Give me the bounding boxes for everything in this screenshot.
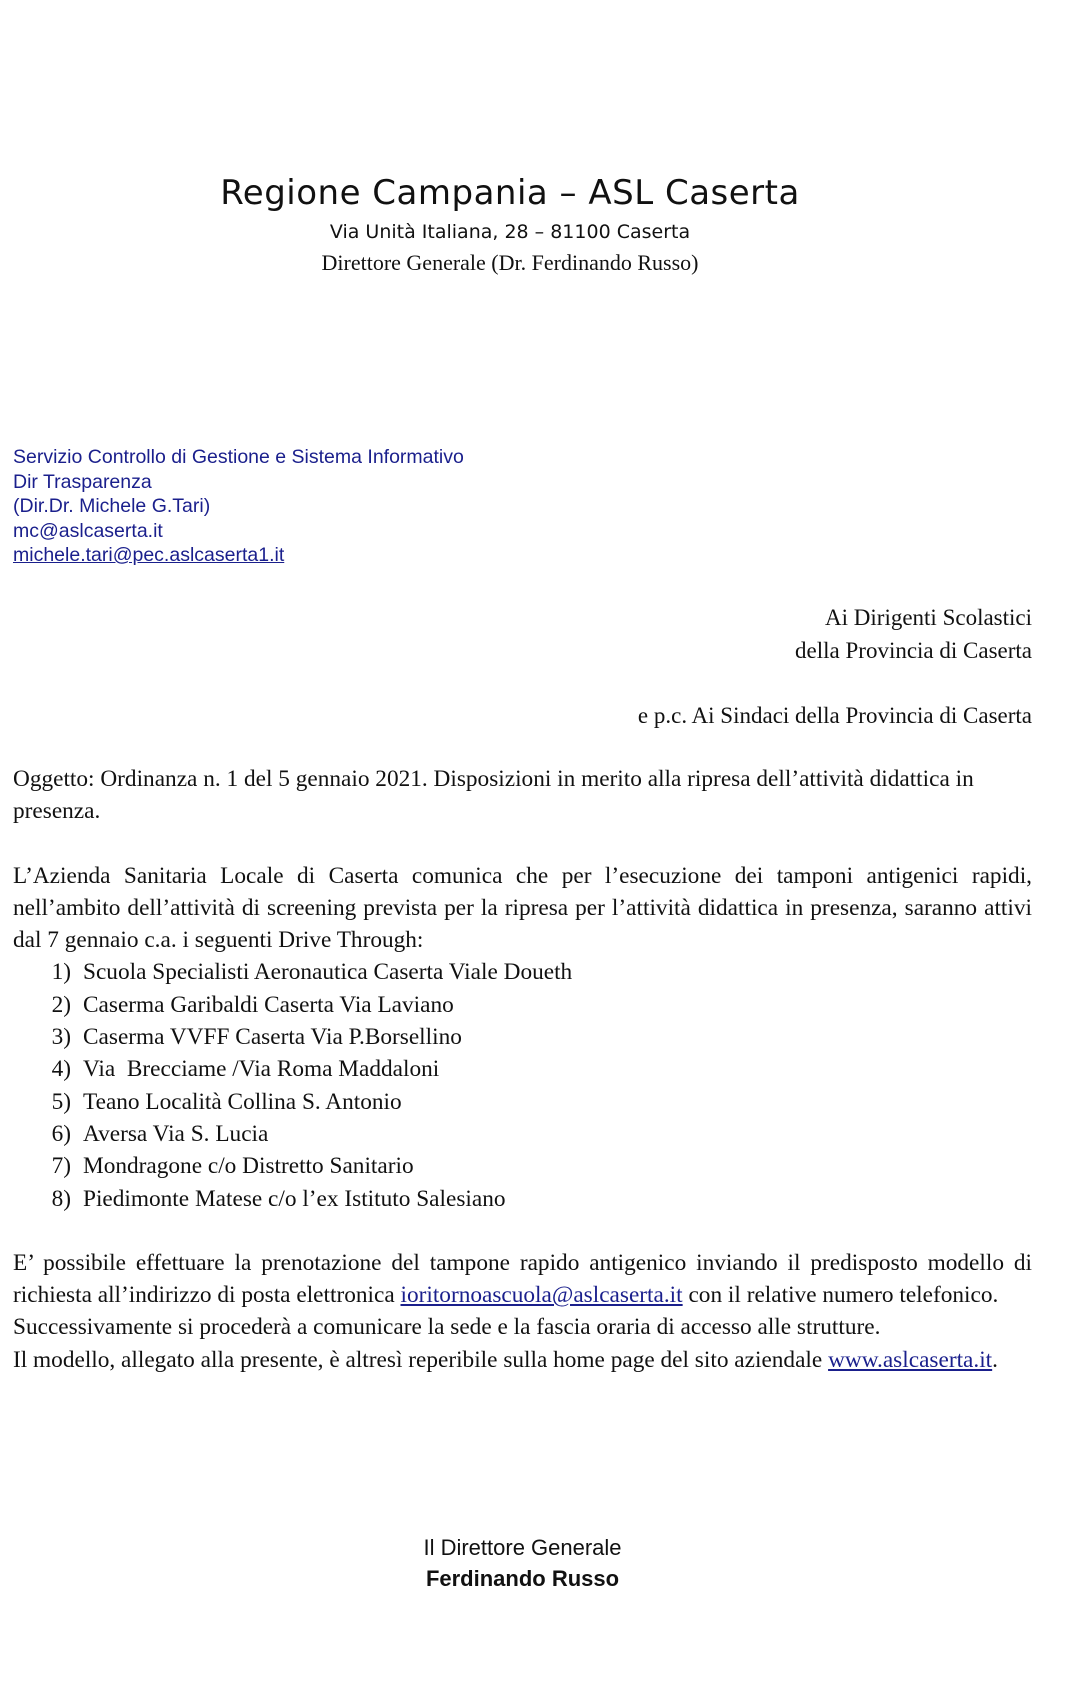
sender-contact-person: (Dir.Dr. Michele G.Tari)	[13, 495, 211, 517]
cc-recipients: e p.c. Ai Sindaci della Provincia di Caserta	[637, 703, 1032, 728]
website-link[interactable]: www.aslcaserta.it	[828, 1346, 993, 1373]
booking-text-end: con il relative numero telefonico.	[682, 1282, 999, 1309]
list-item-number: 7)	[51, 1153, 71, 1180]
model-text-end: .	[992, 1346, 998, 1373]
list-item-text: Mondragone c/o Distretto Sanitario	[83, 1153, 414, 1180]
sender-service: Servizio Controllo di Gestione e Sistema Informativo	[13, 446, 464, 468]
list-item-text: Caserma VVFF Caserta Via P.Borsellino	[83, 1024, 462, 1051]
list-item	[13, 1086, 1032, 1118]
signature-role: Il Direttore Generale	[423, 1535, 622, 1560]
list-item	[13, 1150, 1032, 1182]
list-item	[13, 1021, 1032, 1053]
list-item-number: 5)	[51, 1088, 71, 1115]
intro-paragraph: L’Azienda Sanitaria Locale di Caserta comunica che per l’esecuzione dei tamponi antigenici rapidi, nell’ambito dell’attività di screening prevista per la ripresa per l’attività didattica in presenza, saranno attivi dal 7 gennaio c.a. i seguenti Drive Through:	[13, 862, 1032, 954]
list-item-text: Via Brecciame /Via Roma Maddaloni	[83, 1056, 440, 1083]
recipient-line-2: della Provincia di Caserta	[795, 637, 1032, 663]
next-steps-paragraph: Successivamente si procederà a comunicare la sede e la fascia oraria di accesso alle strutture.	[13, 1314, 881, 1341]
list-item	[13, 1118, 1032, 1150]
booking-text: E’ possibile effettuare la prenotazione del tampone rapido antigenico inviando il predisposto modello di richiesta all’indirizzo di posta elettronica	[13, 1249, 1032, 1309]
list-item	[13, 989, 1032, 1021]
booking-paragraph	[13, 1247, 1032, 1312]
list-item-number: 1)	[51, 959, 71, 986]
letterhead-title: Regione Campania – ASL Caserta	[220, 173, 800, 213]
list-item-text: Scuola Specialisti Aeronautica Caserta Viale Doueth	[83, 959, 573, 986]
letter-subject: Oggetto: Ordinanza n. 1 del 5 gennaio 2021. Disposizioni in merito alla ripresa dell’attività didattica in presenza.	[13, 766, 974, 825]
booking-email-link[interactable]: ioritornoascuola@aslcaserta.it	[400, 1282, 683, 1309]
list-item-text: Aversa Via S. Lucia	[83, 1120, 269, 1147]
list-item-number: 4)	[51, 1056, 71, 1083]
recipient-line-1: Ai Dirigenti Scolastici	[825, 605, 1032, 630]
sender-department: Dir Trasparenza	[13, 470, 152, 493]
list-item-text: Caserma Garibaldi Caserta Via Laviano	[83, 991, 454, 1018]
model-paragraph	[13, 1344, 1032, 1376]
letter-body	[13, 763, 1032, 1376]
list-item-number: 2)	[51, 991, 71, 1018]
letterhead-director: Direttore Generale (Dr. Ferdinando Russo)	[321, 250, 699, 275]
sender-email: mc@aslcaserta.it	[13, 519, 163, 542]
sender-pec-link[interactable]: michele.tari@pec.aslcaserta1.it	[13, 544, 285, 566]
recipients-block	[795, 602, 1032, 667]
list-item-number: 3)	[51, 1024, 71, 1051]
signature-name: Ferdinando Russo	[425, 1566, 620, 1591]
list-item	[13, 956, 1032, 988]
list-item-text: Teano Località Collina S. Antonio	[83, 1088, 402, 1115]
sender-block	[13, 445, 464, 568]
list-item-text: Piedimonte Matese c/o l’ex Istituto Salesiano	[83, 1185, 506, 1212]
list-item	[13, 1053, 1032, 1085]
list-item-number: 6)	[51, 1120, 71, 1147]
signature-block	[0, 1532, 1045, 1594]
drive-through-list	[13, 956, 1032, 1214]
list-item-number: 8)	[51, 1185, 71, 1212]
list-item	[13, 1183, 1032, 1215]
letterhead	[0, 172, 1020, 278]
letterhead-address: Via Unità Italiana, 28 – 81100 Caserta	[329, 221, 691, 243]
model-text: Il modello, allegato alla presente, è altresì reperibile sulla home page del sito aziendale	[13, 1346, 829, 1373]
